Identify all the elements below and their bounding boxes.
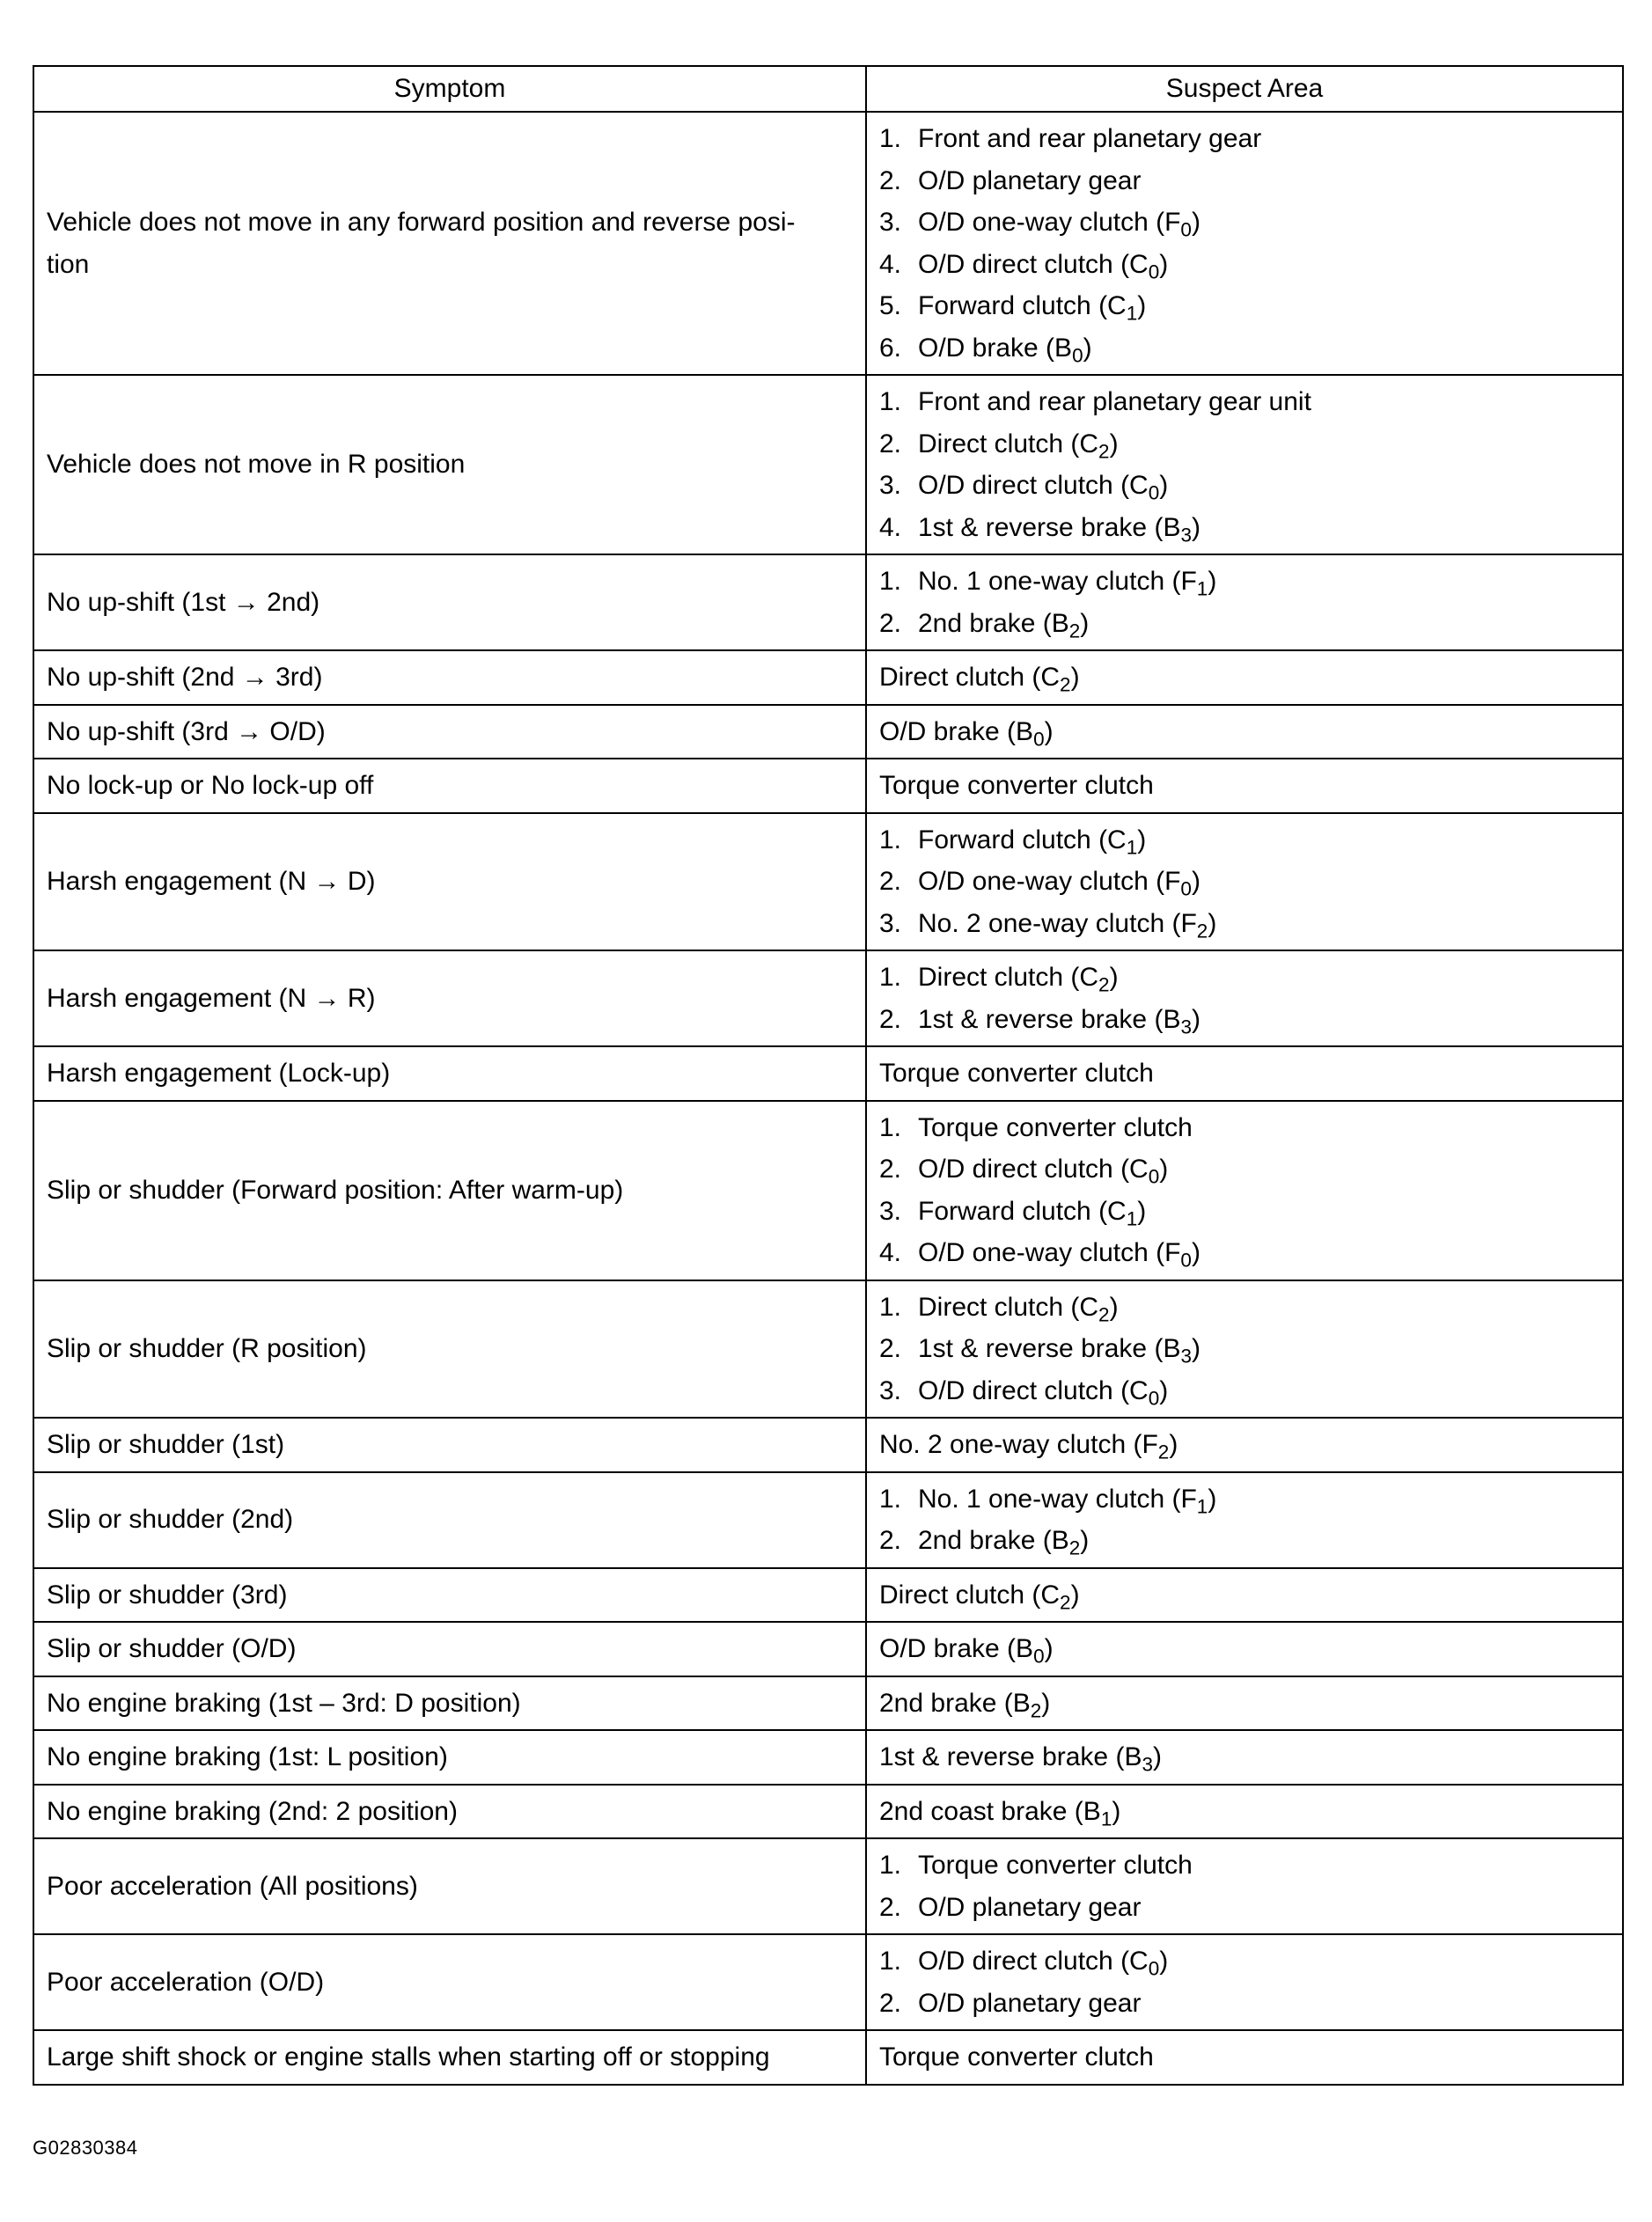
symptom-cell [33,1785,866,1839]
suspect-area-cell [866,1785,1623,1839]
suspect-text: Direct clutch (C [918,963,1099,992]
symptom-text: No lock-up or No lock-up off [47,771,374,800]
suspect-number: 4. [879,512,902,542]
suspect-item [879,656,1610,699]
suspect-text-tail: ) [1137,1196,1147,1226]
suspect-text: Torque converter clutch [879,1059,1154,1088]
suspect-text: Forward clutch (C [918,291,1127,320]
suspect-number: 2. [879,1988,902,2018]
suspect-area-cell [866,1418,1623,1472]
suspect-item [879,957,1610,999]
suspect-area-cell [866,1280,1623,1419]
suspect-number: 3. [879,1196,902,1226]
suspect-item [879,1520,1610,1562]
suspect-item [879,999,1610,1041]
suspect-number: 1. [879,825,902,854]
suspect-subscript: 0 [1072,343,1083,366]
suspect-item [879,1574,1610,1617]
suspect-subscript: 1 [1126,302,1138,325]
suspect-text-tail: ) [1208,567,1217,596]
table-row [33,1676,1623,1731]
suspect-text: O/D direct clutch (C [918,471,1149,500]
suspect-number: 2. [879,867,902,896]
suspect-text-tail: ) [1208,1484,1217,1514]
suspect-number: 2. [879,608,902,638]
symptom-text: Slip or shudder (3rd) [47,1580,288,1610]
suspect-subscript: 2 [1068,619,1081,642]
table-row [33,1785,1623,1839]
suspect-text-tail: ) [1159,249,1169,279]
symptom-text: No engine braking (1st: L position) [47,1742,448,1771]
suspect-subscript: 2 [1030,1698,1042,1721]
suspect-subscript: 2 [1060,1590,1071,1613]
suspect-number: 1. [879,1484,902,1514]
suspect-number: 1. [879,1947,902,1976]
suspect-text: Direct clutch (C [918,429,1099,458]
suspect-number: 1. [879,387,902,416]
suspect-text: Torque converter clutch [879,2042,1154,2072]
suspect-item [879,1328,1610,1370]
symptom-cell [33,1622,866,1676]
suspect-text-tail: ) [1169,1430,1178,1459]
suspect-item [879,2036,1610,2079]
suspect-subscript: 0 [1180,1249,1192,1272]
symptom-cell [33,1418,866,1472]
symptom-cell [33,1568,866,1623]
suspect-subscript: 3 [1180,523,1192,546]
table-header-row [33,66,1623,112]
suspect-item [879,1887,1610,1929]
suspect-area-cell [866,112,1623,375]
suspect-subscript: 0 [1148,481,1160,504]
suspect-text: O/D direct clutch (C [918,1155,1149,1184]
suspect-number: 2. [879,1155,902,1184]
symptom-text: Vehicle does not move in R position [47,450,466,480]
table-row [33,1280,1623,1419]
suspect-area-cell [866,1676,1623,1731]
symptom-cell [33,1472,866,1568]
suspect-number: 2. [879,1526,902,1555]
suspect-area-cell [866,1838,1623,1934]
symptom-text: Slip or shudder (Forward position: After warm-up) [47,1175,624,1205]
suspect-number: 4. [879,249,902,279]
suspect-item [879,465,1610,507]
suspect-number: 4. [879,1238,902,1267]
suspect-text: No. 2 one-way clutch (F [879,1430,1158,1459]
suspect-item [879,1683,1610,1725]
suspect-subscript: 0 [1033,1645,1045,1668]
table-row [33,1418,1623,1472]
symptom-cell [33,1280,866,1419]
suspect-number: 3. [879,471,902,500]
suspect-text: O/D planetary gear [918,165,1142,195]
suspect-area-cell [866,375,1623,554]
suspect-subscript: 0 [1180,218,1192,241]
suspect-text-tail: ) [1070,663,1080,692]
table-row [33,759,1623,813]
suspect-text-tail: ) [1070,1580,1080,1610]
suspect-subscript: 1 [1126,1206,1138,1229]
suspect-item [879,1287,1610,1329]
suspect-subscript: 2 [1098,973,1110,996]
suspect-text-tail: ) [1191,208,1200,237]
table-body [33,112,1623,2085]
symptom-text: No up-shift (2nd → 3rd) [47,663,323,692]
suspect-number: 1. [879,963,902,992]
symptom-table [33,65,1624,2086]
suspect-item [879,160,1610,202]
suspect-text: No. 2 one-way clutch (F [918,908,1197,938]
suspect-text-tail: ) [1159,1947,1169,1976]
table-row [33,705,1623,759]
suspect-subscript: 2 [1060,673,1071,696]
suspect-area-cell [866,1568,1623,1623]
symptom-text: No engine braking (2nd: 2 position) [47,1796,458,1826]
suspect-text-tail: ) [1208,908,1217,938]
table-row [33,650,1623,705]
suspect-item [879,381,1610,423]
table-row [33,554,1623,650]
suspect-text: No. 1 one-way clutch (F [918,1484,1197,1514]
suspect-subscript: 3 [1180,1015,1192,1038]
suspect-text: Forward clutch (C [918,825,1127,854]
table-row [33,1568,1623,1623]
symptom-cell [33,759,866,813]
suspect-area-cell [866,554,1623,650]
table-row [33,1101,1623,1280]
suspect-area-cell [866,705,1623,759]
suspect-text-tail: ) [1137,825,1147,854]
suspect-item [879,603,1610,645]
table-row [33,1472,1623,1568]
suspect-text-tail: ) [1112,1796,1121,1826]
table-row [33,112,1623,375]
suspect-subscript: 2 [1157,1441,1170,1463]
suspect-item [879,903,1610,945]
suspect-number: 3. [879,208,902,237]
suspect-item [879,861,1610,903]
symptom-text: Poor acceleration (All positions) [47,1871,418,1901]
suspect-text: 1st & reverse brake (B [918,512,1181,542]
suspect-area-cell [866,650,1623,705]
suspect-subscript: 0 [1148,1165,1160,1188]
suspect-item [879,202,1610,244]
suspect-text: No. 1 one-way clutch (F [918,567,1197,596]
suspect-text-tail: ) [1191,1004,1200,1034]
symptom-cell [33,1934,866,2030]
suspect-item [879,423,1610,466]
suspect-item [879,1424,1610,1466]
suspect-area-cell [866,759,1623,813]
suspect-text-tail: ) [1044,716,1054,746]
suspect-text-tail: ) [1159,1375,1169,1405]
suspect-number: 1. [879,1112,902,1142]
suspect-item [879,327,1610,370]
symptom-text: Slip or shudder (1st) [47,1430,285,1459]
suspect-text-tail: ) [1191,867,1200,896]
suspect-text: 2nd brake (B [918,608,1069,638]
header-symptom: Symptom [33,66,866,112]
suspect-text-tail: ) [1191,1238,1200,1267]
suspect-subscript: 2 [1068,1536,1081,1559]
suspect-item [879,507,1610,549]
suspect-number: 2. [879,1892,902,1922]
suspect-item [879,819,1610,862]
suspect-text: O/D planetary gear [918,1892,1142,1922]
table-row [33,375,1623,554]
suspect-subscript: 0 [1033,727,1045,750]
table-row [33,2030,1623,2085]
suspect-item [879,244,1610,286]
suspect-subscript: 3 [1142,1753,1153,1776]
figure-id: G02830384 [33,2137,138,2159]
symptom-text: Harsh engagement (N → D) [47,867,376,896]
suspect-text: Direct clutch (C [879,1580,1061,1610]
suspect-text-tail: ) [1109,429,1119,458]
suspect-item [879,1478,1610,1521]
suspect-item [879,1052,1610,1095]
suspect-area-cell [866,1934,1623,2030]
suspect-item [879,1983,1610,2025]
suspect-text: O/D one-way clutch (F [918,1238,1181,1267]
suspect-number: 2. [879,165,902,195]
suspect-text-tail: ) [1080,608,1090,638]
suspect-item [879,285,1610,327]
suspect-item [879,1370,1610,1412]
suspect-area-cell [866,813,1623,951]
symptom-cell [33,705,866,759]
suspect-number: 2. [879,1004,902,1034]
suspect-item [879,1844,1610,1887]
suspect-item [879,1107,1610,1149]
suspect-subscript: 0 [1148,1386,1160,1409]
symptom-text: No up-shift (1st → 2nd) [47,587,320,617]
suspect-area-cell [866,1622,1623,1676]
suspect-text: Torque converter clutch [918,1112,1193,1142]
suspect-text: Direct clutch (C [879,663,1061,692]
table-row [33,1838,1623,1934]
suspect-area-cell [866,1472,1623,1568]
suspect-text-tail: ) [1137,291,1147,320]
suspect-text-tail: ) [1159,471,1169,500]
table-row [33,1934,1623,2030]
symptom-text: Vehicle does not move in any forward position and reverse posi- tion [47,208,796,279]
suspect-item [879,1191,1610,1233]
suspect-text-tail: ) [1191,512,1200,542]
suspect-text-tail: ) [1083,333,1092,363]
suspect-number: 1. [879,567,902,596]
header-suspect-area: Suspect Area [866,66,1623,112]
symptom-text: Poor acceleration (O/D) [47,1967,325,1997]
suspect-subscript: 1 [1126,835,1138,858]
symptom-text: Slip or shudder (R position) [47,1334,367,1363]
suspect-number: 5. [879,291,902,320]
table-row [33,1730,1623,1785]
suspect-text: Torque converter clutch [918,1851,1193,1880]
suspect-item [879,1791,1610,1833]
suspect-text: Front and rear planetary gear unit [918,387,1311,416]
suspect-item [879,561,1610,603]
suspect-number: 2. [879,429,902,458]
symptom-cell [33,1046,866,1101]
table-row [33,1046,1623,1101]
suspect-text: O/D direct clutch (C [918,1947,1149,1976]
suspect-text: Torque converter clutch [879,771,1154,800]
suspect-number: 2. [879,1334,902,1363]
suspect-text: O/D brake (B [879,716,1034,746]
suspect-text-tail: ) [1044,1634,1054,1663]
suspect-text: O/D planetary gear [918,1988,1142,2018]
suspect-text: 2nd brake (B [918,1526,1069,1555]
suspect-text-tail: ) [1041,1688,1051,1718]
suspect-subscript: 2 [1098,1302,1110,1325]
suspect-text-tail: ) [1159,1155,1169,1184]
suspect-text-tail: ) [1109,1292,1119,1322]
symptom-text: Slip or shudder (O/D) [47,1634,297,1663]
suspect-text: O/D brake (B [918,333,1073,363]
symptom-cell [33,2030,866,2085]
suspect-area-cell [866,2030,1623,2085]
suspect-subscript: 2 [1098,439,1110,462]
suspect-text: O/D direct clutch (C [918,249,1149,279]
suspect-text-tail: ) [1191,1334,1200,1363]
suspect-text: 1st & reverse brake (B [918,1004,1181,1034]
suspect-item [879,1736,1610,1778]
suspect-area-cell [866,1046,1623,1101]
suspect-text-tail: ) [1080,1526,1090,1555]
suspect-item [879,1940,1610,1983]
suspect-number: 1. [879,1851,902,1880]
suspect-text: 1st & reverse brake (B [918,1334,1181,1363]
suspect-area-cell [866,1730,1623,1785]
symptom-cell [33,554,866,650]
suspect-item [879,118,1610,160]
suspect-item [879,1628,1610,1670]
suspect-text: Forward clutch (C [918,1196,1127,1226]
suspect-number: 1. [879,1292,902,1322]
table-row [33,1622,1623,1676]
table-row [33,950,1623,1046]
suspect-item [879,1232,1610,1274]
suspect-number: 3. [879,908,902,938]
symptom-text: Large shift shock or engine stalls when starting off or stopping [47,2042,770,2072]
suspect-item [879,765,1610,807]
suspect-text: O/D one-way clutch (F [918,867,1181,896]
symptom-cell [33,950,866,1046]
suspect-text: Front and rear planetary gear [918,124,1262,153]
suspect-item [879,711,1610,753]
suspect-text: O/D brake (B [879,1634,1034,1663]
symptom-text: Harsh engagement (N → R) [47,983,376,1013]
symptom-cell [33,1676,866,1731]
suspect-text: O/D direct clutch (C [918,1375,1149,1405]
suspect-subscript: 0 [1148,1957,1160,1980]
suspect-subscript: 1 [1196,577,1208,600]
suspect-subscript: 1 [1196,1494,1208,1517]
suspect-subscript: 2 [1196,919,1208,942]
symptom-cell [33,650,866,705]
suspect-text: 2nd brake (B [879,1688,1031,1718]
symptom-cell [33,1838,866,1934]
symptom-cell [33,1730,866,1785]
symptom-text: Slip or shudder (2nd) [47,1505,294,1535]
symptom-cell [33,375,866,554]
suspect-subscript: 0 [1148,260,1160,282]
suspect-number: 6. [879,333,902,363]
suspect-area-cell [866,950,1623,1046]
table-row [33,813,1623,951]
suspect-text-tail: ) [1152,1742,1162,1771]
suspect-item [879,1148,1610,1191]
suspect-text: Direct clutch (C [918,1292,1099,1322]
suspect-text: 1st & reverse brake (B [879,1742,1142,1771]
symptom-text: No engine braking (1st – 3rd: D position) [47,1688,521,1718]
symptom-cell [33,112,866,375]
symptom-text: Harsh engagement (Lock-up) [47,1059,391,1088]
suspect-subscript: 3 [1180,1345,1192,1368]
suspect-number: 3. [879,1375,902,1405]
symptom-cell [33,813,866,951]
symptom-cell [33,1101,866,1280]
suspect-text-tail: ) [1109,963,1119,992]
symptom-text: No up-shift (3rd → O/D) [47,716,326,746]
suspect-subscript: 1 [1100,1807,1112,1830]
suspect-subscript: 0 [1180,877,1192,900]
suspect-text: O/D one-way clutch (F [918,208,1181,237]
suspect-text: 2nd coast brake (B [879,1796,1101,1826]
suspect-area-cell [866,1101,1623,1280]
suspect-number: 1. [879,124,902,153]
